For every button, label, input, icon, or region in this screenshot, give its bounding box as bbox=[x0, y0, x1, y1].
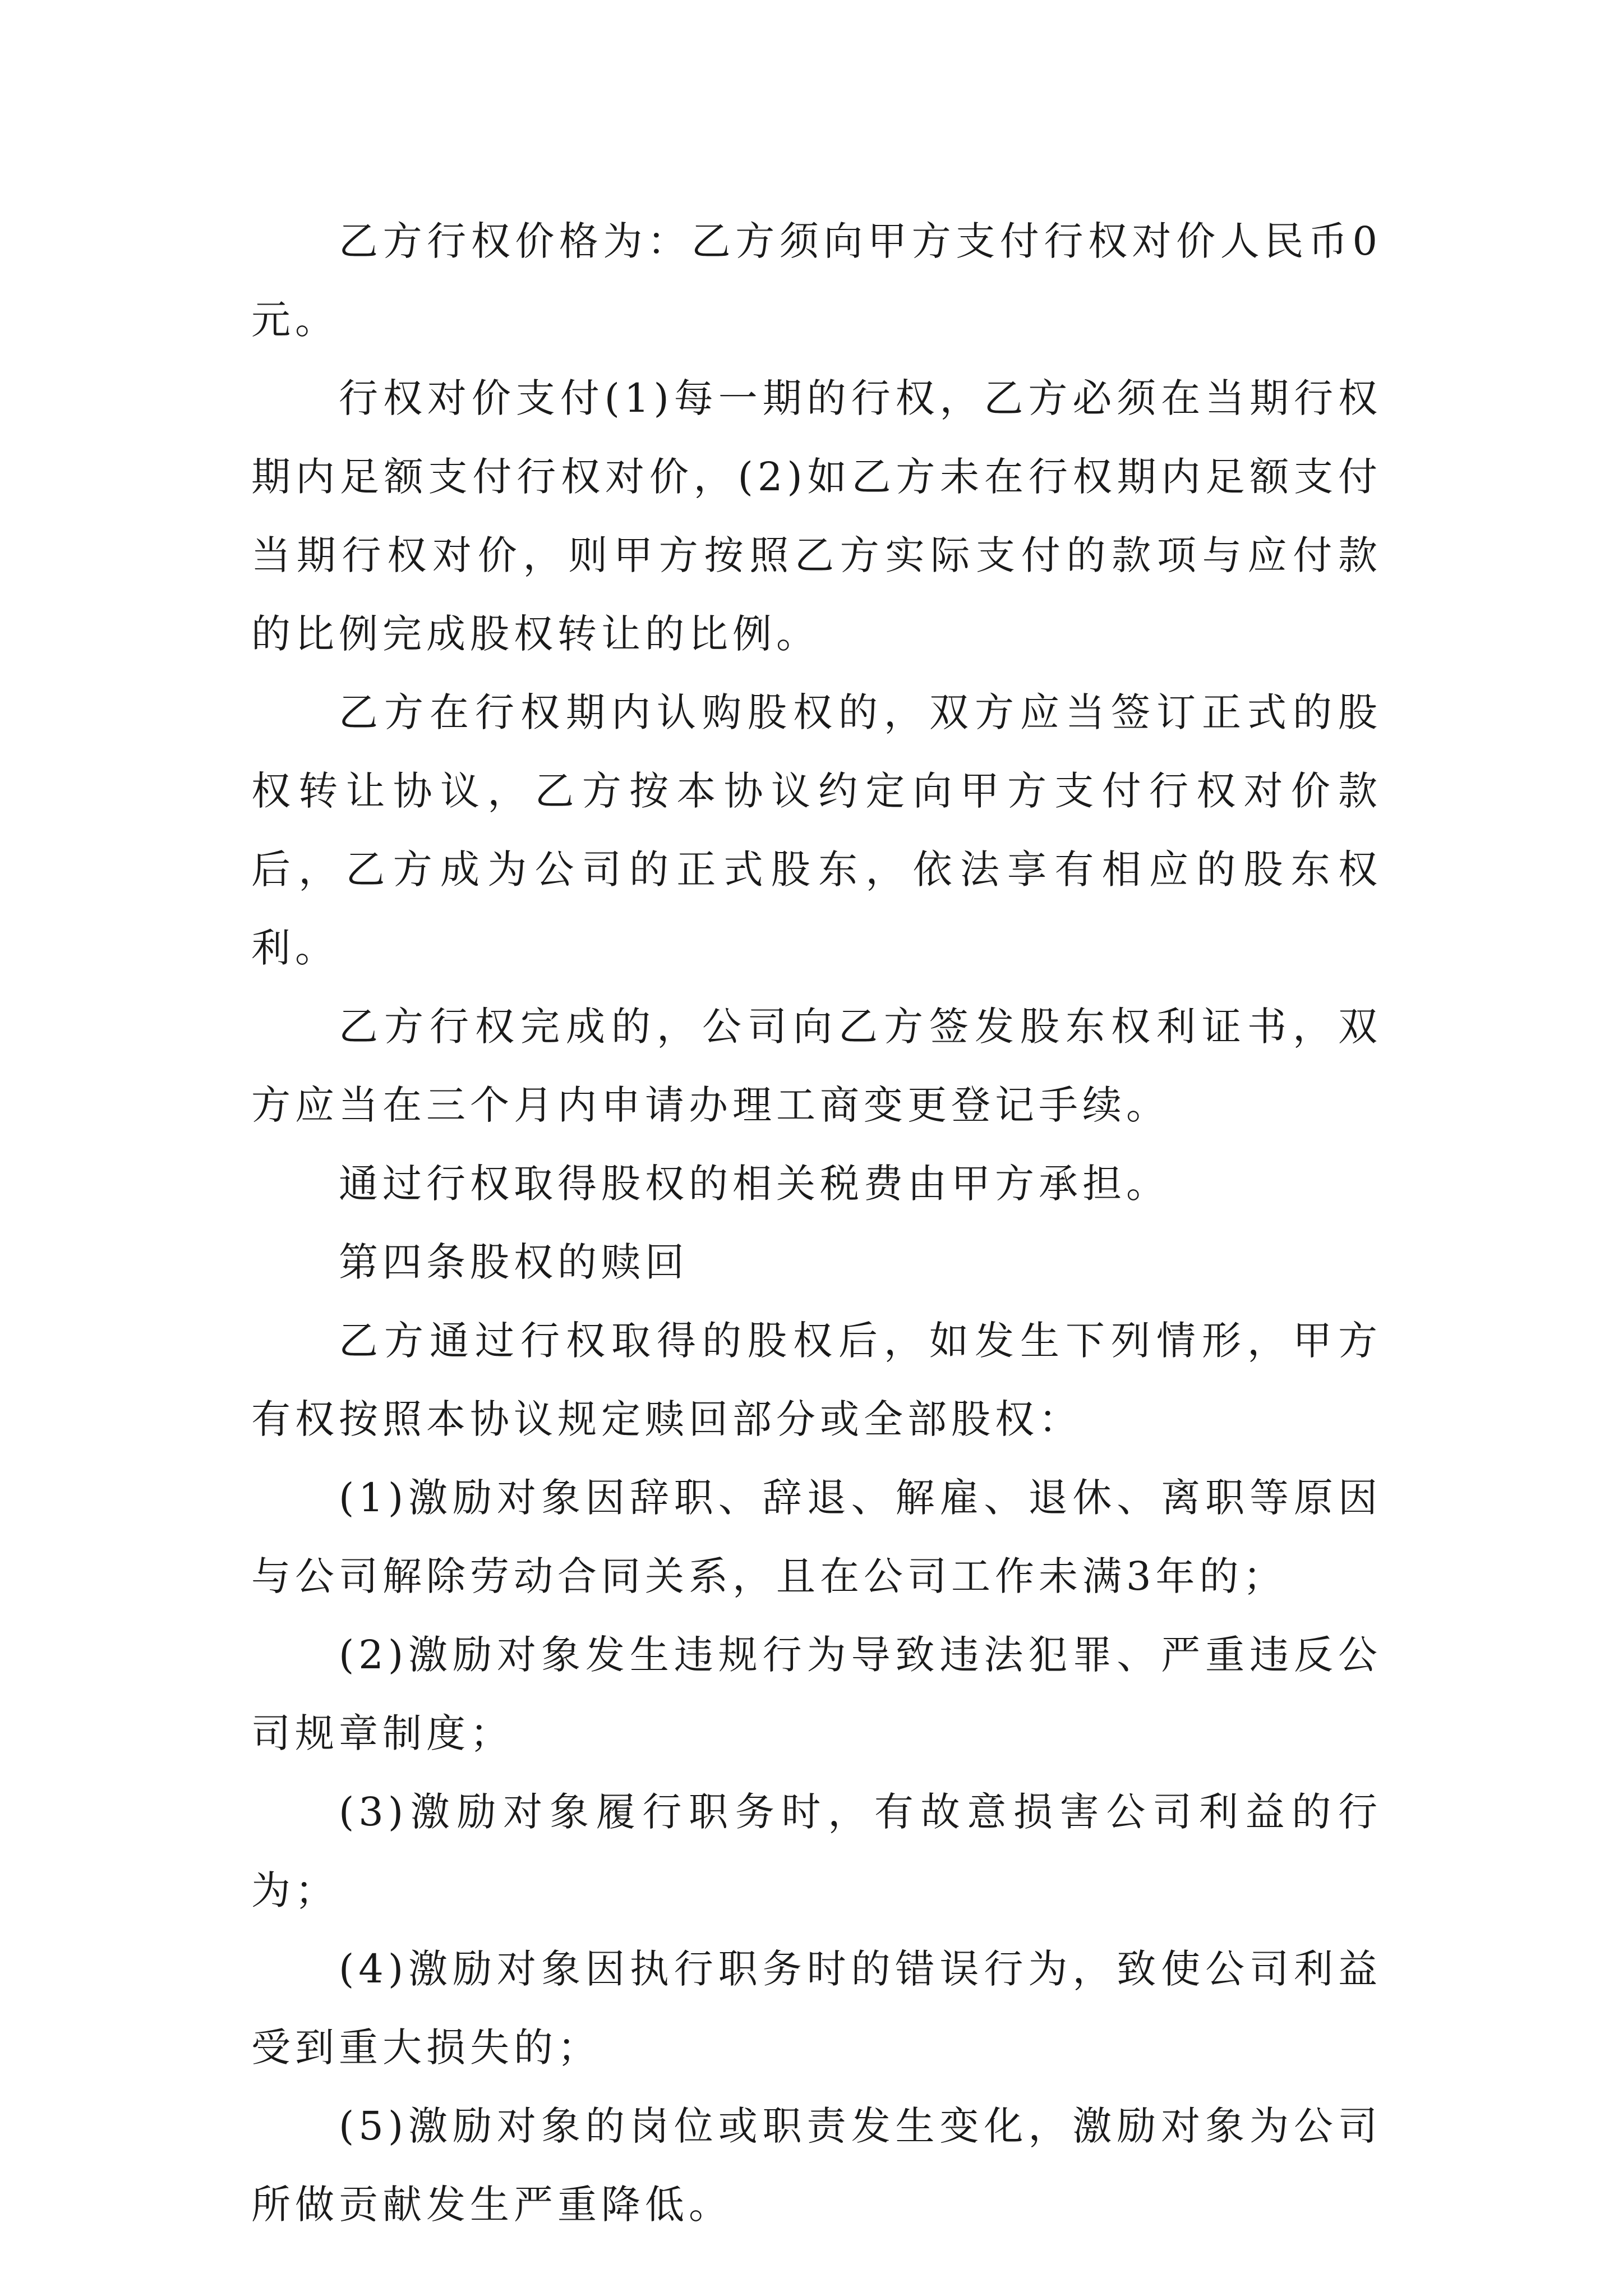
list-item-redemption-2: (2)激励对象发生违规行为导致违法犯罪、严重违反公司规章制度； bbox=[251, 1632, 1382, 1756]
list-item-redemption-4: (4)激励对象因执行职务时的错误行为，致使公司利益受到重大损失的； bbox=[251, 1946, 1382, 2070]
paragraph-redemption-intro: 乙方通过行权取得的股权后，如发生下列情形，甲方有权按照本协议规定赎回部分或全部股权： bbox=[251, 1318, 1382, 1442]
list-item-redemption-5: (5)激励对象的岗位或职责发生变化，激励对象为公司所做贡献发生严重降低。 bbox=[251, 2103, 1382, 2228]
list-item-redemption-1: (1)激励对象因辞职、辞退、解雇、退休、离职等原因与公司解除劳动合同关系，且在公司工作未满3年的； bbox=[251, 1475, 1382, 1599]
paragraph-exercise-payment: 行权对价支付(1)每一期的行权，乙方必须在当期行权期内足额支付行权对价，(2)如乙方未在行权期内足额支付当期行权对价，则甲方按照乙方实际支付的款项与应付款的比例完成股权转让的比例。 bbox=[251, 375, 1382, 657]
document-body bbox=[251, 202, 1382, 2244]
section-heading-redemption: 第四条股权的赎回 bbox=[339, 1239, 689, 1285]
paragraph-exercise-completion: 乙方行权完成的，公司向乙方签发股东权利证书，双方应当在三个月内申请办理工商变更登记手续。 bbox=[251, 1004, 1382, 1128]
paragraph-exercise-price: 乙方行权价格为：乙方须向甲方支付行权对价人民币0元。 bbox=[251, 218, 1382, 343]
list-item-redemption-3: (3)激励对象履行职务时，有故意损害公司利益的行为； bbox=[251, 1789, 1382, 1913]
paragraph-equity-subscription: 乙方在行权期内认购股权的，双方应当签订正式的股权转让协议，乙方按本协议约定向甲方支付行权对价款后，乙方成为公司的正式股东，依法享有相应的股东权利。 bbox=[251, 689, 1382, 971]
paragraph-taxes: 通过行权取得股权的相关税费由甲方承担。 bbox=[339, 1161, 1170, 1207]
